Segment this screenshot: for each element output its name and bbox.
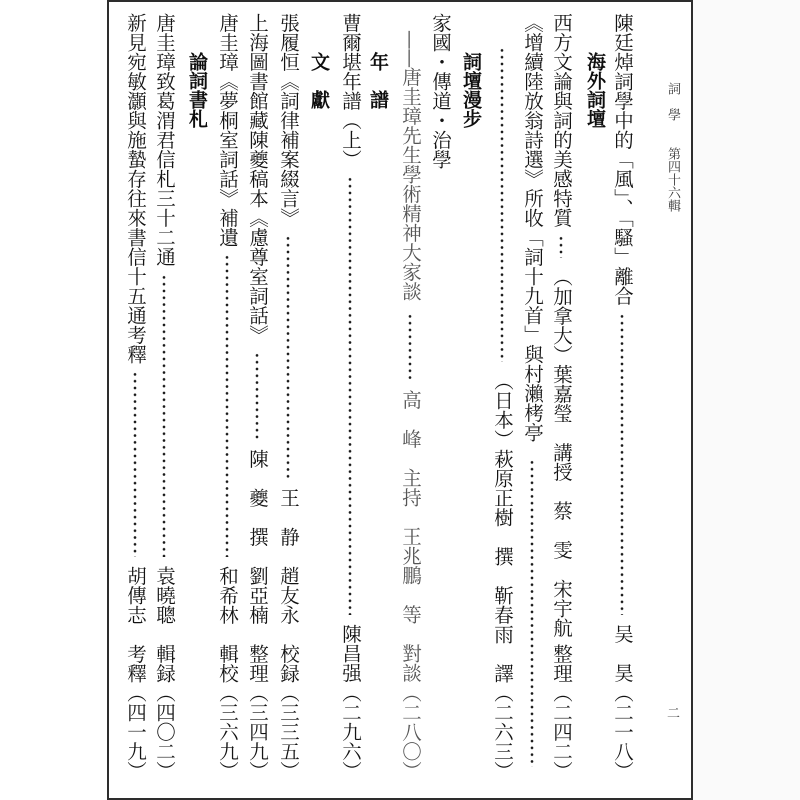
entry-title: 上海圖書館藏陳夔稿本《慮尊室詞話》 xyxy=(246,13,269,345)
toc-entry xyxy=(124,13,146,780)
section-heading: 文 獻 xyxy=(308,52,330,109)
dot-leader xyxy=(399,313,421,381)
toc-entry-subtitle xyxy=(399,30,421,780)
entry-title: 西方文論與詞的美感特質 xyxy=(550,13,573,228)
toc-entry-continuation xyxy=(491,47,513,780)
entry-page: （四一九） xyxy=(124,682,147,780)
entry-byline: 袁曉聰 輯録 xyxy=(153,565,176,683)
entry-page: （二六三） xyxy=(491,682,514,780)
toc-entry xyxy=(153,13,175,780)
entry-page: （四〇二） xyxy=(153,682,176,780)
scan-margin xyxy=(693,0,800,800)
entry-byline: 王 静 趙友永 校録 xyxy=(277,487,300,683)
dot-leader xyxy=(246,352,268,440)
toc-entry xyxy=(216,13,238,780)
toc-entry xyxy=(339,13,361,780)
section-heading: 年 譜 xyxy=(367,52,389,109)
toc-entry xyxy=(277,13,299,780)
toc-entry xyxy=(611,13,633,780)
entry-subtitle: 唐圭璋先生學術精神大家談 xyxy=(399,67,422,301)
entry-title: 家國・傳道・治學 xyxy=(429,13,452,169)
entry-page: （三四九） xyxy=(246,682,269,780)
entry-page: （二一八） xyxy=(611,682,634,780)
dot-leader xyxy=(550,235,572,258)
toc-entry xyxy=(246,13,268,780)
entry-title: 《增續陸放翁詩選》所收「詞十九首」與村瀨栲亭 xyxy=(521,13,544,442)
entry-byline: （加拿大）葉嘉瑩 講授 蔡 雯 宋宇航 整理 xyxy=(550,266,573,683)
subtitle-dash: —— xyxy=(399,30,422,67)
dot-leader xyxy=(611,313,633,616)
entry-title: 新見宛敏灝與施蟄存往來書信十五通考釋 xyxy=(124,13,147,364)
entry-byline: 高 峰 主持 王兆鵬 等 對談 xyxy=(399,390,422,683)
entry-title: 陳廷焯詞學中的「風」、「騷」離合 xyxy=(611,13,634,306)
entry-page: （三三五） xyxy=(277,682,300,780)
section-heading: 海外詞壇 xyxy=(584,52,606,128)
section-heading: 論詞書札 xyxy=(186,52,208,128)
entry-title: 唐圭璋致葛渭君信札三十二通 xyxy=(153,13,176,267)
dot-leader xyxy=(491,47,513,362)
entry-title: 曹爾堪年譜（上） xyxy=(339,13,362,169)
entry-title: 唐圭璋《夢桐室詞話》補遺 xyxy=(216,13,239,247)
entry-page: （三六九） xyxy=(216,682,239,780)
entry-title: 張履恒《詞律補案綴言》 xyxy=(277,13,300,228)
entry-byline: 和希林 輯校 xyxy=(216,565,239,683)
entry-byline: 吴 昊 xyxy=(611,624,634,683)
dot-leader xyxy=(339,176,361,615)
entry-page: （二八〇） xyxy=(399,682,422,780)
running-title: 詞 學 第四十六輯 xyxy=(665,82,680,212)
entry-page: （二九六） xyxy=(339,682,362,780)
dot-leader xyxy=(153,274,175,557)
dot-leader xyxy=(521,459,543,767)
toc-entry xyxy=(521,13,543,767)
entry-byline: 陳昌强 xyxy=(339,624,362,683)
entry-byline: （日本）萩原正樹 撰 靳春雨 譯 xyxy=(491,370,514,683)
dot-leader xyxy=(124,371,146,557)
dot-leader xyxy=(216,254,238,557)
page-number: 二 xyxy=(664,706,679,719)
dot-leader xyxy=(277,235,299,479)
toc-entry xyxy=(550,13,572,780)
entry-byline: 陳 夔 撰 劉亞楠 整理 xyxy=(246,448,269,683)
entry-page: （二四二） xyxy=(550,682,573,780)
entry-byline: 胡傳志 考釋 xyxy=(124,565,147,683)
section-heading: 詞壇漫步 xyxy=(460,52,482,128)
toc-entry xyxy=(429,13,451,169)
